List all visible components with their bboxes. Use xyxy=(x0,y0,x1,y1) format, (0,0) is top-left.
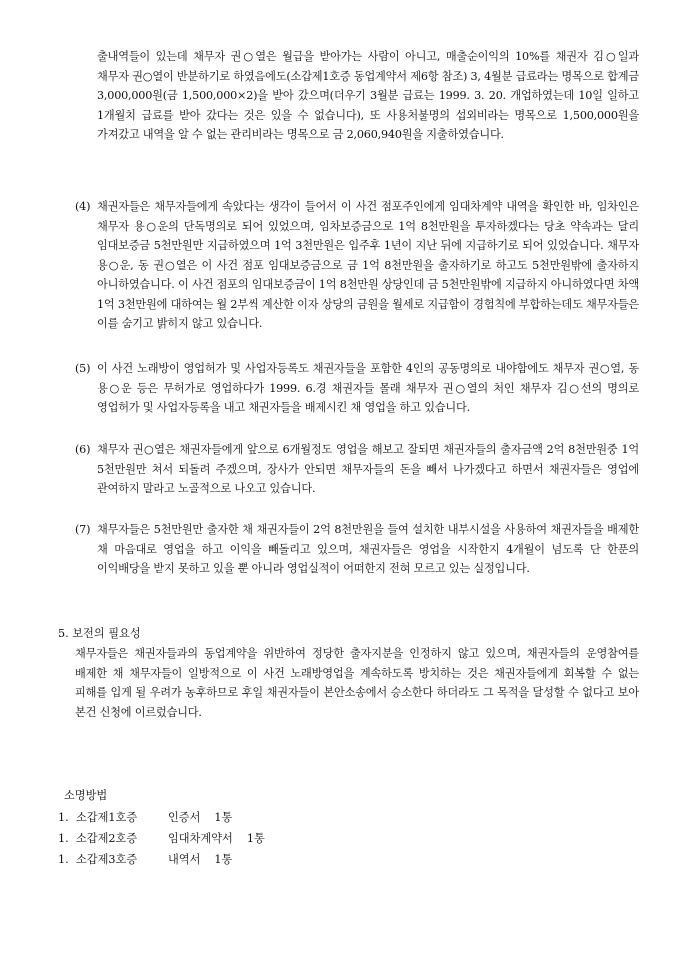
evidence-name: 인증서 xyxy=(168,811,201,824)
item-text: 이 사건 노래방이 영업허가 및 사업자등록도 채권자들을 포함한 4인의 공동명의로 내야함에도 채무자 권○열, 동 용○운 등은 무허가로 영업하다가 1999. 6.경 채권자들 몰래 채무자 권○열의 처인 채무자 김○선의 명의로 영업허가 및 사업자등록을 내고 채권자들을 배제시킨 채 영업을 하고 있습니다. xyxy=(97,362,639,414)
evidence-name: 임대차계약서 xyxy=(168,832,233,845)
evidence-number: 1. xyxy=(58,811,69,824)
item-5 xyxy=(75,359,639,418)
item-number: (6) xyxy=(75,443,91,456)
section-body: 채무자들은 채권자들과의 동업계약을 위반하여 정당한 출자지분을 인정하지 않고 있으며, 채권자들의 운영참여를 배제한 채 채무자들이 일방적으로 이 사건 노래방영업을 계속하도록 방치하는 것은 채권자들에게 회복할 수 없는 피해를 입게 될 우려가 농후하므로 후일 채권자들이 본안소송에서 승소한다 하더라도 그 목적을 달성할 수 없다고 보아 본건 신청에 이르렀습니다. xyxy=(75,647,639,719)
evidence-code: 소갑제1호증 xyxy=(76,811,138,824)
item-number: (5) xyxy=(75,362,91,375)
evidence-count: 1통 xyxy=(246,832,265,845)
item-number: (4) xyxy=(75,200,91,213)
item-6 xyxy=(75,440,639,499)
item-7 xyxy=(75,520,639,579)
section-heading: 5. 보전의 필요성 xyxy=(58,627,141,640)
evidence-item xyxy=(58,808,232,828)
evidence-name: 내역서 xyxy=(168,853,201,866)
item-text: 채무자 권○열은 채권자들에게 앞으로 6개월정도 영업을 해보고 잘되면 채권자들의 출자금액 2억 8천만원중 1억 5천만원만 쳐서 되돌려 주겠으며, 장사가 안되면 채무자들의 돈을 빼서 나가겠다고 하면서 채권자들은 영업에 관여하지 말라고 노골적으로 나오고 있습니다. xyxy=(97,443,639,495)
evidence-count: 1통 xyxy=(214,853,233,866)
item-number: (7) xyxy=(75,523,91,536)
item-text: 채무자들은 5천만원만 출자한 채 채권자들이 2억 8천만원을 들여 설치한 내부시설을 사용하여 채권자들을 배제한 채 마음대로 영업을 하고 이익을 빼돌리고 있으며, 채권자들은 영업을 시작한지 4개월이 넘도록 단 한푼의 이익배당을 받지 못하고 있을 뿐 아니라 영업실적이 어떠한지 전혀 모르고 있는 실정입니다. xyxy=(97,523,639,575)
evidence-item xyxy=(58,850,232,870)
evidence-code: 소갑제3호증 xyxy=(76,853,138,866)
item-4 xyxy=(75,197,639,334)
evidence-number: 1. xyxy=(58,853,69,866)
evidence-title: 소명방법 xyxy=(64,789,108,802)
evidence-item xyxy=(58,829,265,849)
evidence-count: 1통 xyxy=(214,811,233,824)
evidence-number: 1. xyxy=(58,832,69,845)
item-text: 채권자들은 채무자들에게 속았다는 생각이 들어서 이 사건 점포주인에게 임대차계약 내역을 확인한 바, 임차인은 채무자 용○운의 단독명의로 되어 있었으며, 임차보증금으로 1억 8천만원을 투자하겠다는 당초 약속과는 달리 임대보증금 5천만원만 지급하였으며 1억 3천만원은 입주후 1년이 지난 뒤에 지급하기로 되어 있었습니다. 채무자 용○운, 동 권○열은 이 사건 점포 임대보증금으로 금 1억 8천만원을 출자하기로 하고도 5천만원밖에 출자하지 아니하였습니다. 이 사건 점포의 임대보증금이 1억 8천만원 상당인데 금 5천만원밖에 지급하지 아니하였다면 차액 1억 3천만원에 대하여는 월 2부씩 계산한 이자 상당의 금원을 월세로 지급함이 경험칙에 부합하는데도 채무자들은 이를 숨기고 밝히지 않고 있습니다. xyxy=(97,200,639,330)
evidence-code: 소갑제2호증 xyxy=(76,832,138,845)
continuation-paragraph: 출내역들이 있는데 채무자 권○열은 월급을 받아가는 사람이 아니고, 매출순이익의 10%를 채권자 김○일과 채무자 권○열이 반분하기로 하였음에도(소갑제1호증 동업계약서 제6항 참조) 3, 4월분 급료라는 명목으로 합계금 3,000,000원(금 1,500,000×2)을 받아 갔으며(더우기 3월분 급료는 1999. 3. 20. 개업하였는데 10일 일하고 1개월치 급료를 받아 갔다는 것은 있을 수 없습니다), 또 사용처불명의 섭외비라는 명목으로 1,500,000원을 가져갔고 내역을 알 수 없는 관리비라는 명목으로 금 2,060,940원을 지출하였습니다. xyxy=(97,50,639,141)
